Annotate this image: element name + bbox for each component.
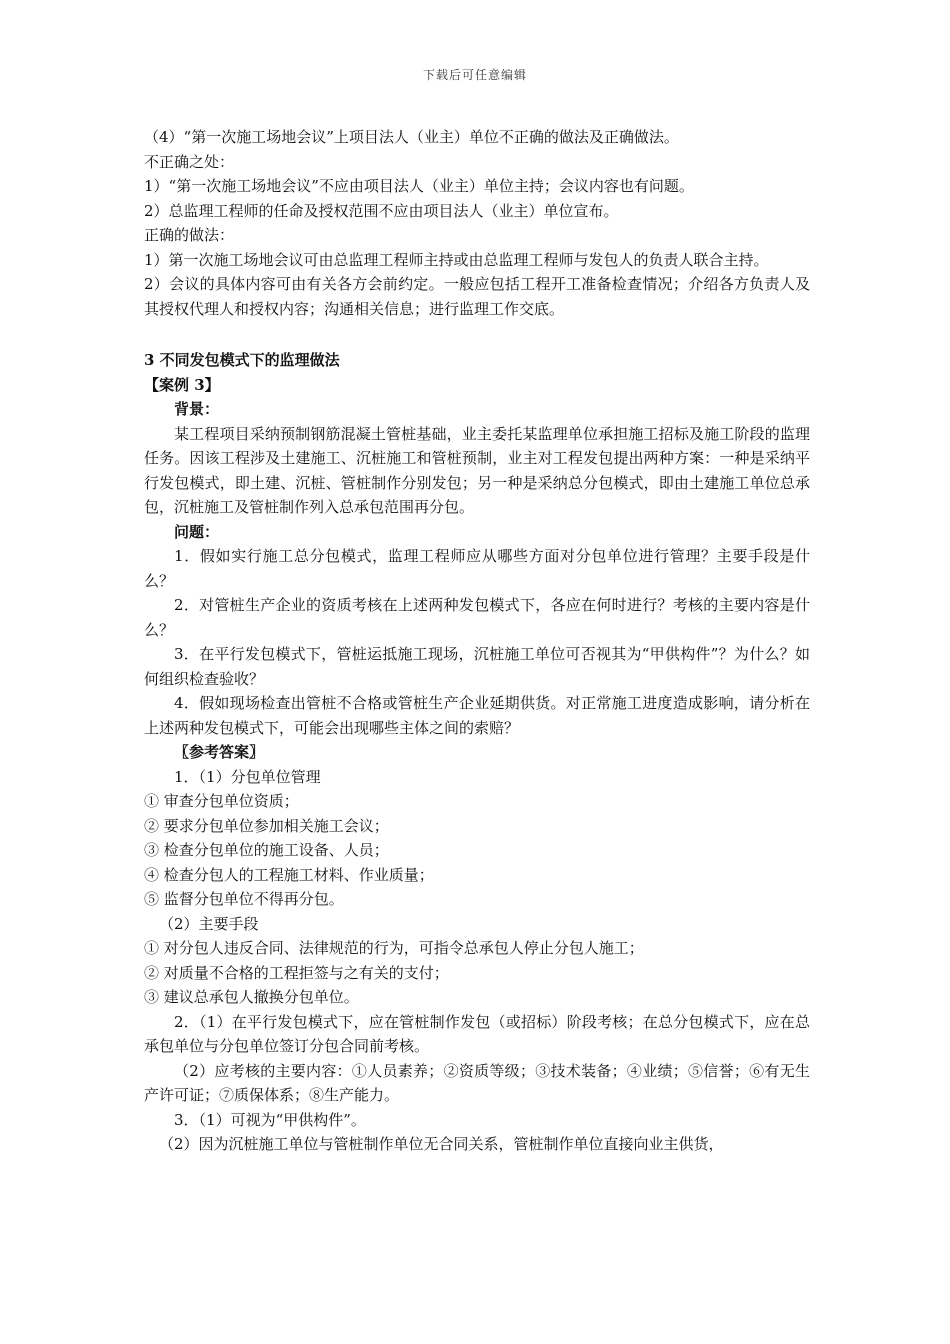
question-2: 2．对管桩生产企业的资质考核在上述两种发包模式下，各应在何时进行？考核的主要内容是什么？ [144,596,810,639]
answer-1-method-1: ① 对分包人违反合同、法律规范的行为，可指令总承包人停止分包人施工； [144,939,644,957]
answer-1-item-2: ② 要求分包单位参加相关施工会议； [144,816,389,835]
question-4-heading: （4）“第一次施工场地会议”上项目法人（业主）单位不正确的做法及正确做法。 [144,128,679,146]
page-header: 下载后可任意编辑 [422,68,527,82]
answer-3-part-2: （2）因为沉桩施工单位与管桩制作单位无合同关系，管桩制作单位直接向业主供货， [159,1135,724,1153]
questions-label: 问题： [174,522,220,541]
document-body [144,125,810,1157]
question-3: 3．在平行发包模式下，管桩运抵施工现场，沉桩施工单位可否视其为“甲供构件”？为什么？如何组织检查验收？ [144,645,810,688]
section-3-title: 3 不同发包模式下的监理做法 [144,351,340,369]
answer-1-item-1: ① 审查分包单位资质； [144,792,299,810]
answer-1-method-2: ② 对质量不合格的工程拒签与之有关的支付； [144,963,449,982]
answer-1-method-3: ③ 建议总承包人撤换分包单位。 [144,988,359,1006]
right-item-1: 1）第一次施工场地会议可由总监理工程师主持或由总监理工程师与发包人的负责人联合主持。 [144,250,769,269]
question-4: 4．假如现场检查出管桩不合格或管桩生产企业延期供货。对正常施工进度造成影响，请分析在上述两种发包模式下，可能会出现哪些主体之间的索赔？ [144,694,810,737]
right-title: 正确的做法： [144,226,235,244]
background-text: 某工程项目采纳预制钢筋混凝土管桩基础，业主委托某监理单位承担施工招标及施工阶段的监理任务。因该工程涉及土建施工、沉桩施工和管桩预制，业主对工程发包提出两种方案：一种是采纳平行发包模式，即土建、沉桩、管桩制作分别发包；另一种是采纳总分包模式，即由土建施工单位总承包，沉桩施工及管桩制作列入总承包范围再分包。 [144,424,810,516]
wrong-title: 不正确之处： [144,152,235,171]
answer-3-part-1: 3．（1）可视为“甲供构件”。 [174,1110,366,1129]
wrong-item-2: 2）总监理工程师的任命及授权范围不应由项目法人（业主）单位宣布。 [144,201,619,220]
wrong-item-1: 1）“第一次施工场地会议”不应由项目法人（业主）单位主持；会议内容也有问题。 [144,177,694,195]
answer-2-part-2: （2）应考核的主要内容：①人员素养；②资质等级；③技术装备；④业绩；⑤信誉；⑥有无生产许可证；⑦质保体系；⑧生产能力。 [144,1061,810,1104]
case-3-title: 【案例 3】 [144,375,220,394]
answer-1-item-5: ⑤ 监督分包单位不得再分包。 [144,890,344,908]
answer-1-item-3: ③ 检查分包单位的施工设备、人员； [144,841,389,859]
answer-label: 〖参考答案〗 [174,743,265,761]
background-label: 背景： [174,400,220,418]
answer-1-item-4: ④ 检查分包人的工程施工材料、作业质量； [144,865,434,884]
answer-2-part-1: 2．（1）在平行发包模式下，应在管桩制作发包（或招标）阶段考核；在总分包模式下，应在总承包单位与分包单位签订分包合同前考核。 [144,1012,810,1055]
section-gap [144,321,810,348]
question-1: 1．假如实行施工总分包模式，监理工程师应从哪些方面对分包单位进行管理？主要手段是什么？ [144,547,810,590]
right-item-2: 2）会议的具体内容可由有关各方会前约定。一般应包括工程开工准备检查情况；介绍各方负责人及其授权代理人和授权内容；沟通相关信息；进行监理工作交底。 [144,275,810,318]
answer-1-part-1: 1．（1）分包单位管理 [174,767,321,786]
answer-1-part-2: （2）主要手段 [159,914,259,933]
